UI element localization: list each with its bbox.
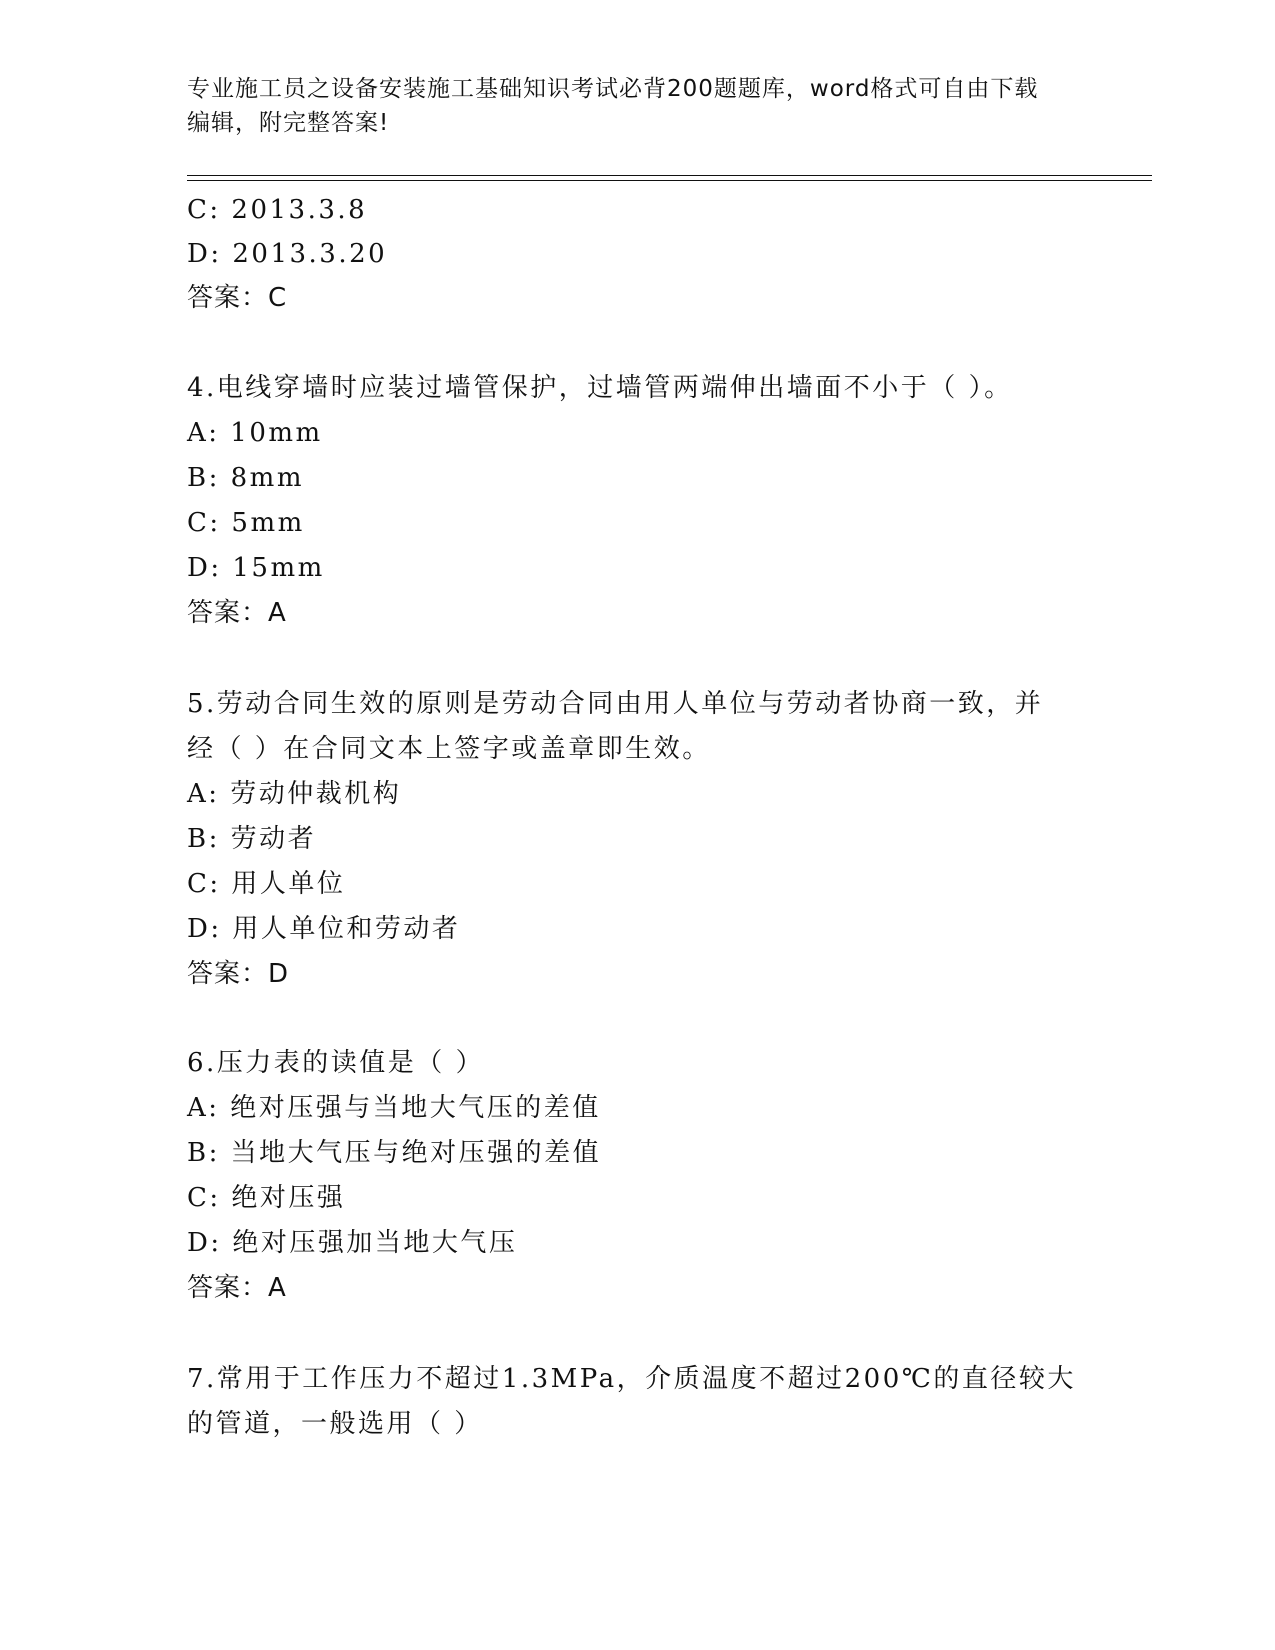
q4-option-a: A: 10mm	[187, 418, 323, 448]
q5-option-d: D: 用人单位和劳动者	[187, 914, 461, 944]
q4-option-b: B: 8mm	[187, 463, 304, 493]
q4-answer: 答案：A	[187, 598, 287, 628]
header-divider-bottom	[187, 180, 1152, 181]
q3-option-d: D: 2013.3.20	[187, 239, 388, 269]
q6-question: 6.压力表的读值是（ ）	[187, 1048, 485, 1078]
q6-option-d: D: 绝对压强加当地大气压	[187, 1228, 518, 1258]
header-line-1: 专业施工员之设备安装施工基础知识考试必背200题题库，word格式可自由下载	[187, 76, 1039, 102]
header-line-2: 编辑，附完整答案!	[187, 110, 390, 136]
q4-option-c: C: 5mm	[187, 508, 305, 538]
q6-option-c: C: 绝对压强	[187, 1183, 346, 1213]
q5-option-b: B: 劳动者	[187, 824, 317, 854]
q5-question-line-1: 5.劳动合同生效的原则是劳动合同由用人单位与劳动者协商一致，并	[187, 689, 1044, 719]
q5-option-a: A: 劳动仲裁机构	[187, 779, 402, 809]
q5-question-line-2: 经（ ）在合同文本上签字或盖章即生效。	[187, 734, 711, 764]
q6-option-a: A: 绝对压强与当地大气压的差值	[187, 1093, 601, 1123]
q6-answer: 答案：A	[187, 1273, 287, 1303]
q7-question-line-1: 7.常用于工作压力不超过1.3MPa，介质温度不超过200℃的直径较大	[187, 1364, 1076, 1394]
q5-option-c: C: 用人单位	[187, 869, 346, 899]
q7-question-line-2: 的管道，一般选用（ ）	[187, 1409, 483, 1439]
header-divider-top	[187, 175, 1152, 176]
q4-question: 4.电线穿墙时应装过墙管保护，过墙管两端伸出墙面不小于（ ）。	[187, 373, 1013, 403]
q6-option-b: B: 当地大气压与绝对压强的差值	[187, 1138, 602, 1168]
document-header	[187, 72, 1087, 140]
q5-answer: 答案：D	[187, 959, 290, 989]
q3-option-c: C: 2013.3.8	[187, 195, 368, 225]
q3-answer: 答案：C	[187, 283, 288, 313]
q4-option-d: D: 15mm	[187, 553, 325, 583]
